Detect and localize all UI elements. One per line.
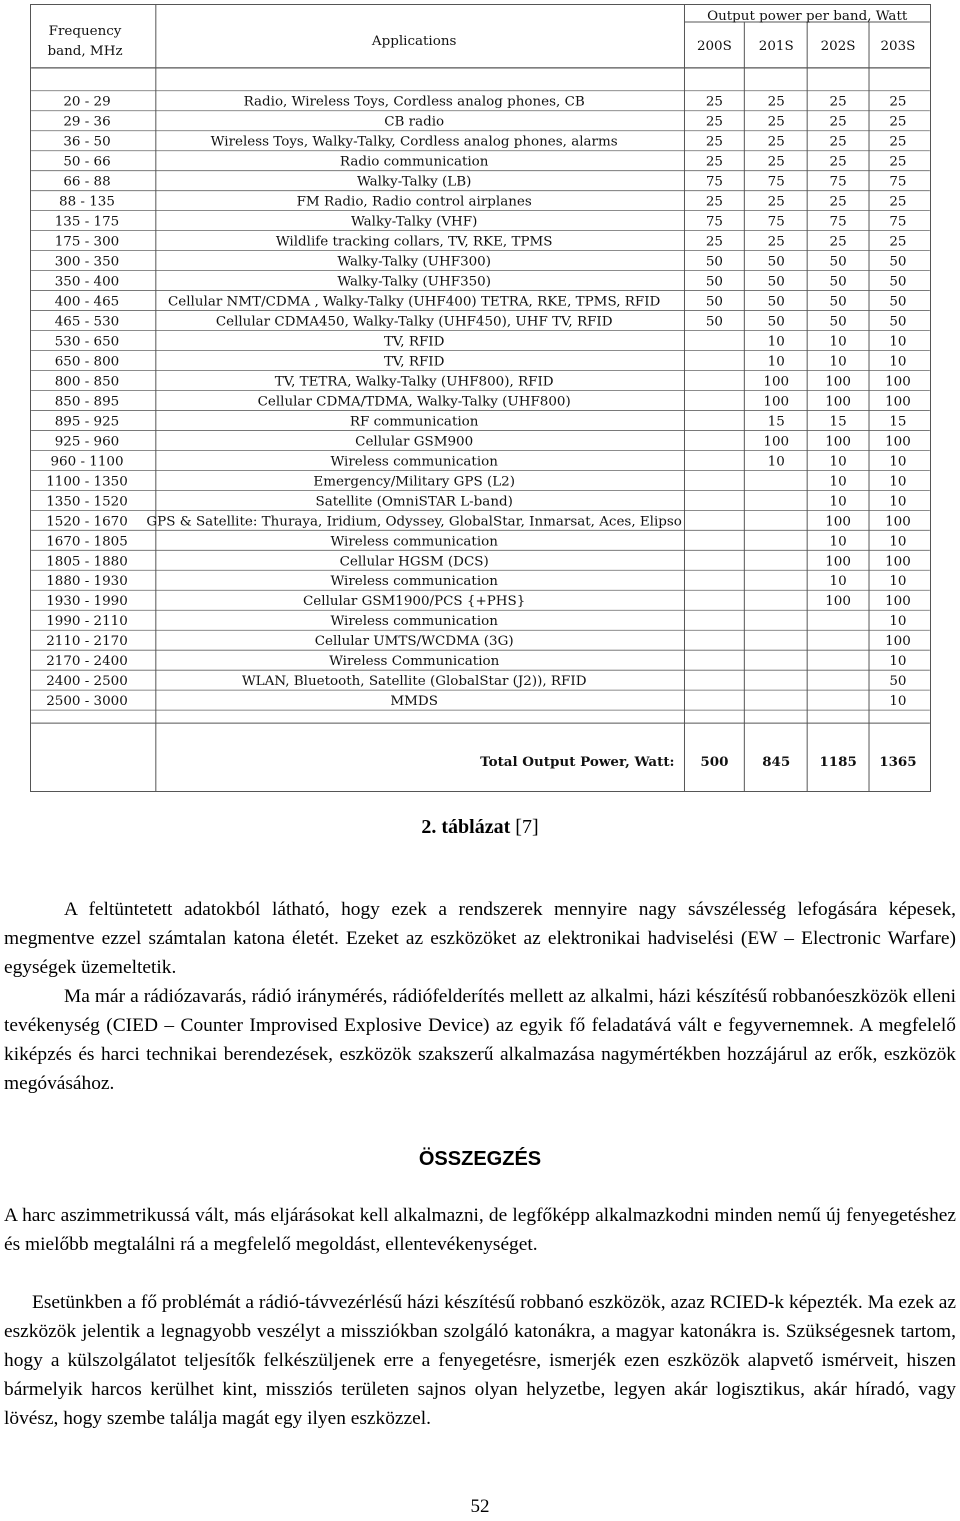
row-power-value: 100	[885, 634, 911, 650]
header-applications: Applications	[371, 33, 457, 49]
row-application: Radio, Wireless Toys, Cordless analog phones, CB	[243, 94, 585, 110]
row-power-value: 25	[829, 234, 847, 250]
row-power-value: 100	[885, 434, 911, 450]
row-power-value: 15	[829, 414, 847, 430]
row-application: Walky-Talky (LB)	[356, 174, 472, 190]
row-application: WLAN, Bluetooth, Satellite (GlobalStar (J2)), RFID	[241, 674, 587, 690]
row-application: TV, TETRA, Walky-Talky (UHF800), RFID	[274, 374, 554, 390]
row-band: 1880 - 1930	[46, 574, 128, 590]
row-power-value: 100	[763, 374, 790, 390]
row-power-value: 10	[829, 574, 847, 590]
row-power-value: 10	[767, 334, 785, 350]
row-power-value: 10	[889, 334, 907, 350]
row-application: Wireless communication	[330, 534, 498, 550]
row-band: 400 - 465	[54, 294, 120, 310]
total-value: 1185	[819, 754, 857, 771]
row-power-value: 25	[767, 114, 785, 130]
row-power-value: 25	[829, 194, 847, 210]
row-power-value: 10	[767, 454, 785, 470]
row-power-value: 100	[763, 394, 790, 410]
row-band: 36 - 50	[63, 134, 111, 150]
row-power-value: 10	[829, 474, 847, 490]
row-power-value: 25	[705, 94, 723, 110]
header-band-label: band, MHz	[47, 43, 123, 59]
row-application: Wireless communication	[330, 454, 498, 470]
row-power-value: 100	[885, 394, 911, 410]
row-power-value: 25	[889, 114, 907, 130]
row-band: 2110 - 2170	[46, 634, 128, 650]
row-band: 895 - 925	[54, 414, 120, 430]
row-power-value: 100	[825, 514, 851, 530]
row-application: Radio communication	[339, 154, 489, 170]
header-frequency-label: Frequency	[48, 23, 122, 39]
row-power-value: 10	[889, 534, 907, 550]
row-power-value: 50	[705, 254, 723, 270]
row-power-value: 25	[705, 134, 723, 150]
row-power-value: 75	[705, 174, 723, 190]
row-power-value: 50	[829, 314, 847, 330]
row-band: 135 - 175	[54, 214, 120, 230]
row-application: Cellular CDMA450, Walky-Talky (UHF450), UHF TV, RFID	[215, 314, 613, 330]
row-power-value: 25	[829, 94, 847, 110]
row-power-value: 10	[889, 494, 907, 510]
caption-label: 2. táblázat	[421, 816, 511, 838]
row-power-value: 10	[829, 334, 847, 350]
row-power-value: 10	[889, 454, 907, 470]
row-application: FM Radio, Radio control airplanes	[296, 194, 532, 210]
row-band: 465 - 530	[54, 314, 120, 330]
row-application: Satellite (OmniSTAR L-band)	[315, 494, 513, 510]
row-band: 50 - 66	[63, 154, 111, 170]
row-band: 1805 - 1880	[46, 554, 128, 570]
row-power-value: 50	[889, 314, 907, 330]
row-power-value: 75	[889, 214, 907, 230]
row-application: Wireless Communication	[329, 654, 500, 670]
row-power-value: 50	[705, 294, 723, 310]
row-power-value: 15	[889, 414, 907, 430]
row-power-value: 50	[705, 314, 723, 330]
row-power-value: 100	[825, 394, 851, 410]
header-model-202S: 202S	[820, 38, 856, 54]
row-power-value: 25	[767, 154, 785, 170]
row-band: 530 - 650	[54, 334, 120, 350]
row-application: Wireless communication	[330, 574, 498, 590]
row-power-value: 10	[767, 354, 785, 370]
row-power-value: 75	[889, 174, 907, 190]
row-application: Cellular UMTS/WCDMA (3G)	[314, 634, 514, 650]
header-model-203S: 203S	[880, 38, 916, 54]
row-power-value: 25	[767, 234, 785, 250]
row-power-value: 50	[705, 274, 723, 290]
row-power-value: 100	[825, 554, 851, 570]
row-power-value: 25	[889, 94, 907, 110]
row-power-value: 50	[889, 294, 907, 310]
row-power-value: 50	[767, 314, 785, 330]
header-model-201S: 201S	[758, 38, 794, 54]
row-band: 925 - 960	[54, 434, 120, 450]
row-power-value: 75	[829, 174, 847, 190]
row-band: 650 - 800	[54, 354, 120, 370]
row-power-value: 10	[889, 574, 907, 590]
row-application: TV, RFID	[383, 334, 445, 350]
row-band: 960 - 1100	[50, 454, 124, 470]
row-band: 350 - 400	[54, 274, 120, 290]
total-value: 845	[762, 754, 791, 771]
row-application: Walky-Talky (UHF300)	[337, 254, 492, 270]
total-label: Total Output Power, Watt:	[480, 754, 675, 771]
row-power-value: 100	[885, 554, 911, 570]
row-power-value: 50	[767, 274, 785, 290]
row-power-value: 15	[767, 414, 785, 430]
row-band: 1520 - 1670	[46, 514, 128, 530]
row-power-value: 25	[889, 234, 907, 250]
row-power-value: 75	[767, 174, 785, 190]
row-power-value: 25	[829, 114, 847, 130]
row-power-value: 25	[829, 134, 847, 150]
row-power-value: 25	[767, 134, 785, 150]
row-band: 66 - 88	[63, 174, 111, 190]
row-application: TV, RFID	[383, 354, 445, 370]
row-power-value: 25	[705, 154, 723, 170]
row-application: GPS & Satellite: Thuraya, Iridium, Odyssey, GlobalStar, Inmarsat, Aces, Elipso	[146, 514, 682, 530]
row-application: Emergency/Military GPS (L2)	[313, 474, 515, 490]
row-power-value: 50	[767, 254, 785, 270]
row-power-value: 50	[767, 294, 785, 310]
page-number: 52	[470, 1496, 490, 1517]
row-band: 1100 - 1350	[46, 474, 128, 490]
row-power-value: 25	[705, 234, 723, 250]
row-power-value: 100	[885, 594, 911, 610]
row-application: Wireless communication	[330, 614, 498, 630]
row-power-value: 25	[889, 194, 907, 210]
row-band: 1350 - 1520	[46, 494, 128, 510]
total-value: 500	[700, 754, 729, 771]
header-model-200S: 200S	[696, 38, 732, 54]
row-power-value: 25	[889, 154, 907, 170]
row-application: Cellular HGSM (DCS)	[339, 554, 489, 570]
row-application: Wildlife tracking collars, TV, RKE, TPMS	[275, 234, 553, 250]
row-power-value: 10	[829, 354, 847, 370]
row-band: 175 - 300	[54, 234, 120, 250]
table-text	[46, 9, 916, 770]
row-band: 29 - 36	[63, 114, 111, 130]
row-application: MMDS	[390, 694, 438, 710]
row-band: 300 - 350	[54, 254, 120, 270]
row-application: RF communication	[349, 414, 479, 430]
row-power-value: 100	[825, 594, 851, 610]
row-band: 1990 - 2110	[46, 614, 128, 630]
row-application: Wireless Toys, Walky-Talky, Cordless analog phones, alarms	[210, 134, 618, 150]
row-band: 88 - 135	[59, 194, 115, 210]
row-power-value: 50	[889, 254, 907, 270]
row-power-value: 50	[889, 674, 907, 690]
row-application: Cellular CDMA/TDMA, Walky-Talky (UHF800)	[257, 394, 571, 410]
header-output-power: Output power per band, Watt	[707, 8, 908, 24]
section-heading: ÖSSZEGZÉS	[418, 1148, 542, 1170]
paragraph-3: A harc aszimmetrikussá vált, más eljárásokat kell alkalmazni, de legfőképp alkalmazkodni minden nemű új fenyegetéshez és mielőbb megtalálni rá a megfelelő megoldást, ellentevékenységet.	[4, 1205, 956, 1255]
row-power-value: 50	[829, 254, 847, 270]
row-power-value: 75	[705, 214, 723, 230]
paragraph-2: Ma már a rádiózavarás, rádió iránymérés, rádiófelderítés mellett az alkalmi, házi készítésű robbanóeszközök elleni tevékenység (CIED – Counter Improvised Explosive Device) az egyik fő feladatává vált e fegyvernemnek. A megfelelő kiképzés és harci technikai berendezések, eszközök szakszerű alkalmazása nagymértékben hozzájárul az erők, eszközök megóvásához.	[4, 986, 956, 1094]
row-application: Cellular NMT/CDMA , Walky-Talky (UHF400) TETRA, RKE, TPMS, RFID	[168, 294, 661, 310]
row-power-value: 10	[889, 694, 907, 710]
row-power-value: 100	[885, 374, 911, 390]
frequency-table-svg	[31, 5, 930, 791]
caption-reference: [7]	[515, 816, 539, 838]
table-caption	[0, 816, 960, 839]
row-power-value: 25	[889, 134, 907, 150]
row-power-value: 25	[705, 194, 723, 210]
row-power-value: 25	[829, 154, 847, 170]
row-application: Walky-Talky (VHF)	[350, 214, 478, 230]
row-power-value: 10	[829, 494, 847, 510]
row-power-value: 25	[705, 114, 723, 130]
row-band: 2170 - 2400	[46, 654, 128, 670]
row-power-value: 100	[825, 434, 851, 450]
row-application: Walky-Talky (UHF350)	[337, 274, 492, 290]
row-power-value: 50	[829, 274, 847, 290]
row-power-value: 100	[763, 434, 790, 450]
row-band: 1930 - 1990	[46, 594, 128, 610]
row-band: 20 - 29	[63, 94, 111, 110]
row-power-value: 10	[829, 454, 847, 470]
row-application: CB radio	[384, 114, 445, 130]
row-band: 850 - 895	[54, 394, 120, 410]
paragraph-4: Esetünkben a fő problémát a rádió-távvezérlésű házi készítésű robbanó eszközök, azaz RCIED-k képezték. Ma ezek az eszközök jelentik a legnagyobb veszélyt a missziókban szolgáló katonákra, a magyar katonákra is. Szükségesnek tartom, hogy a külszolgálatot teljesítők felkészüljenek erre a fenyegetésre, ismerjék ezen eszközök alapvető ismérveit, hiszen bármelyik harcos kerülhet kint, missziós területen sajnos olyan helyzetbe, legyen akár logisztikus, akár híradó, vagy lövész, hogy szembe találja magát egy ilyen eszközzel.	[4, 1292, 956, 1429]
row-band: 2500 - 3000	[46, 694, 128, 710]
row-band: 2400 - 2500	[46, 674, 128, 690]
row-power-value: 25	[767, 194, 785, 210]
row-power-value: 100	[885, 514, 911, 530]
row-power-value: 10	[889, 654, 907, 670]
row-band: 800 - 850	[54, 374, 120, 390]
row-power-value: 75	[767, 214, 785, 230]
row-power-value: 25	[767, 94, 785, 110]
row-power-value: 50	[889, 274, 907, 290]
row-power-value: 10	[889, 614, 907, 630]
row-power-value: 100	[825, 374, 851, 390]
row-band: 1670 - 1805	[46, 534, 128, 550]
row-power-value: 50	[829, 294, 847, 310]
row-power-value: 75	[829, 214, 847, 230]
row-power-value: 10	[829, 534, 847, 550]
frequency-table	[30, 4, 931, 792]
row-power-value: 10	[889, 474, 907, 490]
row-application: Cellular GSM1900/PCS {+PHS}	[303, 594, 526, 610]
row-power-value: 10	[889, 354, 907, 370]
row-application: Cellular GSM900	[355, 434, 474, 450]
paragraph-1: A feltüntetett adatokból látható, hogy ezek a rendszerek mennyire nagy sávszélesség lefogására képesek, megmentve ezzel számtalan katona életét. Ezeket az eszközöket az elektronikai hadviselési (EW – Electronic Warfare) egységek üzemeltetik.	[4, 899, 956, 978]
total-value: 1365	[879, 754, 917, 771]
